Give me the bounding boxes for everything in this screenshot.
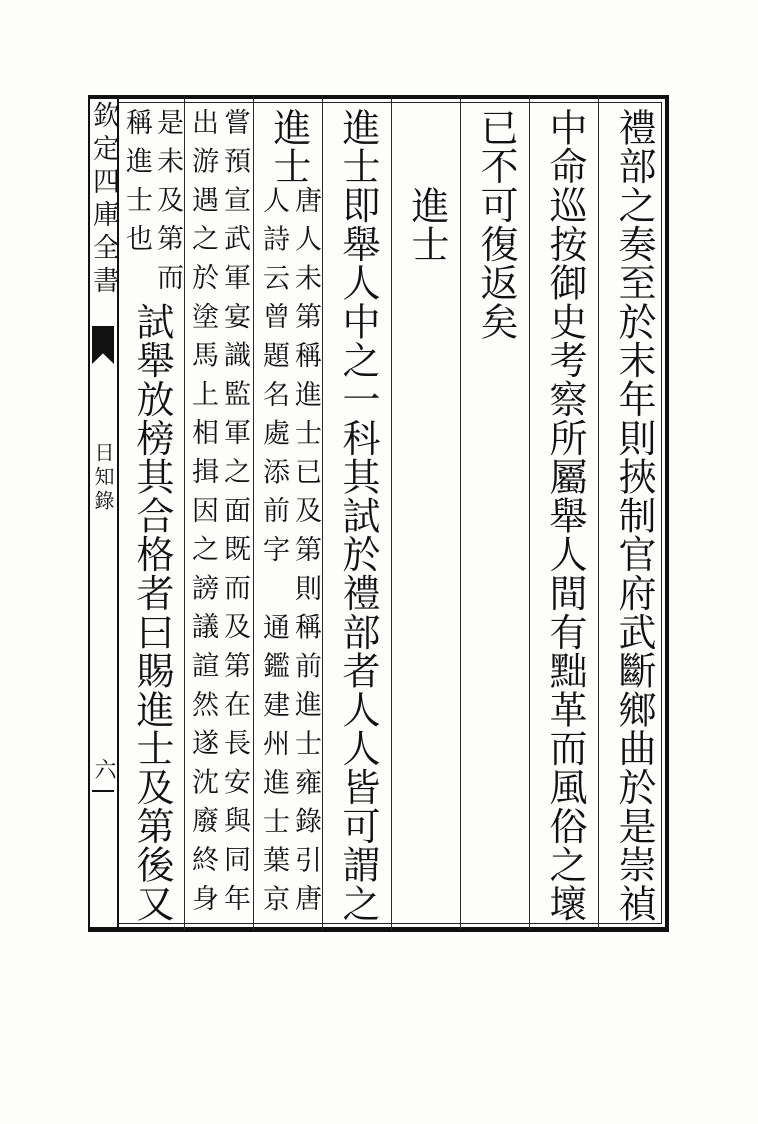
text-column-5: 進士即舉人中之一科其試於禮部者人人皆可謂之 (336, 108, 380, 923)
commentary-1-left-a: 人詩云曾題名處添前字 (258, 186, 289, 574)
commentary-2-right: 嘗預宣武軍宴識監軍之面既而及第在長安與同年 (219, 108, 250, 923)
commentary-1-right: 唐人未第稱進士已及第則稱前進士雍錄引唐 (290, 186, 321, 924)
series-title: 欽定四庫全書 (88, 101, 119, 299)
commentary-1-left-b: 通鑑建州進士葉京 (258, 613, 289, 924)
text-column-3: 已不可復返矣 (474, 108, 518, 341)
page-tick (92, 790, 114, 792)
text-column-8-main: 試舉放榜其合格者曰賜進士及第後又 (130, 302, 174, 923)
commentary-3-right: 是未及第而 (152, 108, 183, 302)
text-column-2: 中命巡按御史考察所屬舉人間有黜革而風俗之壞 (543, 108, 587, 923)
book-title: 日知錄 (91, 442, 115, 514)
page-number: 六 (91, 758, 116, 780)
commentary-3-left: 稱進士也 (121, 108, 152, 264)
text-column-1: 禮部之奏至於末年則挾制官府武斷鄉曲於是崇禎 (612, 108, 656, 923)
text-column-6-main: 進士 (267, 108, 311, 186)
commentary-2-left: 出游遇之於塗馬上相揖因之謗議諠然遂沈廢終身 (187, 108, 218, 923)
section-heading: 進士 (405, 186, 449, 264)
